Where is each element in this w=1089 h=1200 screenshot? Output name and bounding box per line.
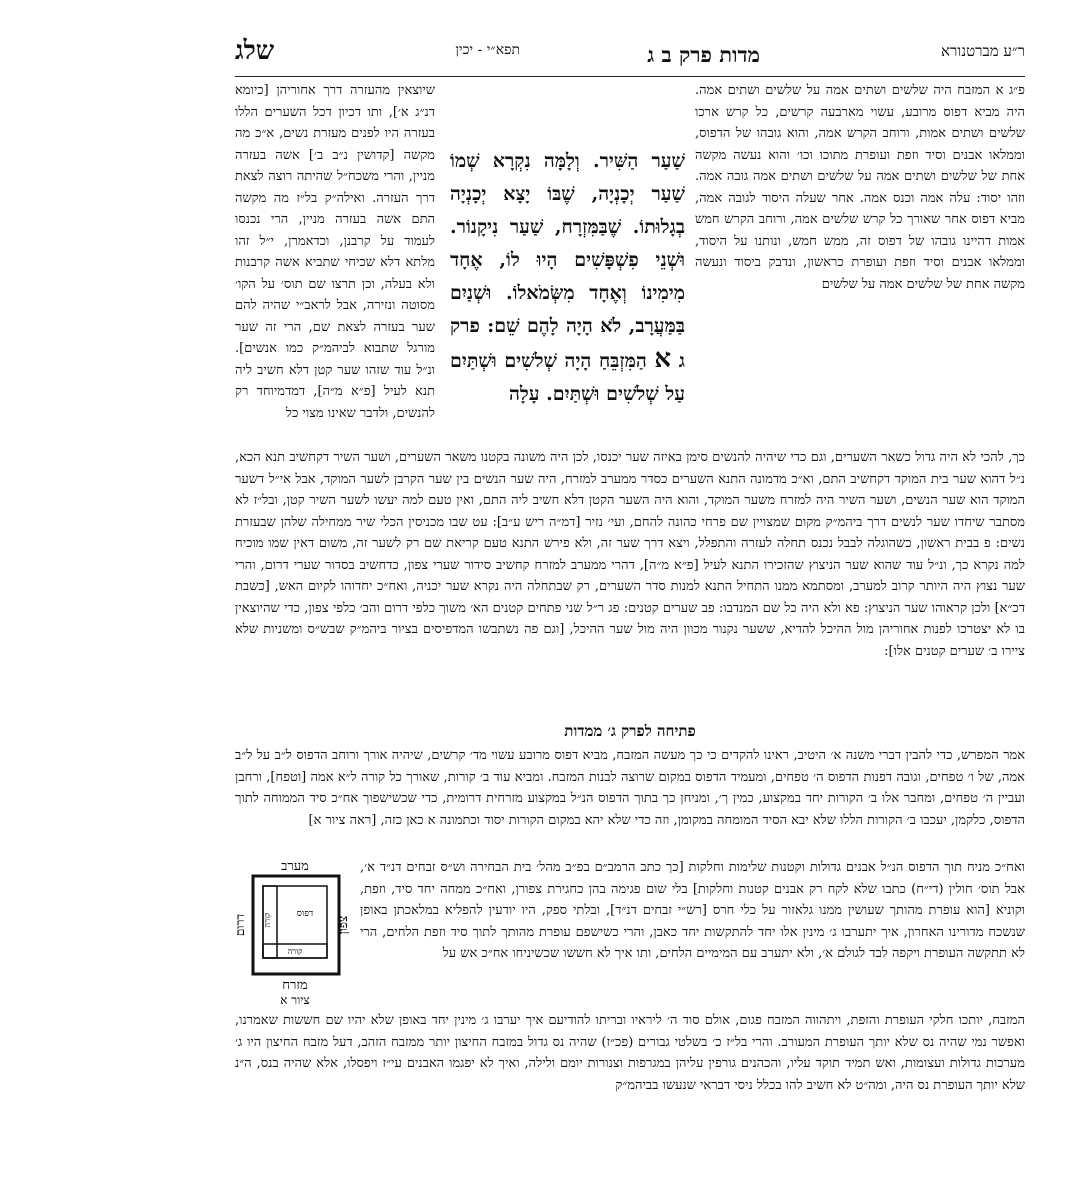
altar-diagram <box>235 858 355 1008</box>
bartenura-text: פ״ג א המזבח היה שלשים ושתים אמה על שלשים ושתים אמה. היה מביא דפוס מרובע, עשוי מארבעה קרשים, כל קרש ארכו שלשים ושתים אמות, ורוחב הקרש אמה, והוא גובהו של הדפוס, וממלאו אבנים וסיד וזפת ועופרת מתוכו וכו׳ והוא נעשה מקשה אחת של שלשים ושתים אמה על שלשים ושתים אמה גובה אמה. וזהו יסוד: עלה אמה וכנס אמה. אחר שעלה היסוד לגובה אמה, מביא דפוס אחר שאורך כל קרש שלשים אמה, ורוחב הקרש חמש אמות דהיינו גובהו של דפוס זה, ממש חמש, ונותנו על היסוד, וממלאו אבנים וסיד וזפת ועופרת כראשון, ונדבק ביסוד ונעשה מקשה אחת של שלשים אמה על שלשים <box>695 83 1025 292</box>
commentary-block-b <box>235 745 1025 855</box>
page-number: שלג <box>235 36 275 66</box>
diagram-label-north: צפון <box>336 915 350 935</box>
header-commentary-name: ר״ע מברטנורא <box>941 42 1025 60</box>
mishna-initial-letter: א <box>654 344 672 374</box>
commentary-a-text: כך, להכי לא היה גדול כשאר השערים, וגם כדי שיהיה להנשים סימן באיזה שער יכנסו, לכן היה משונה בקטנו משאר השערים, ושער השיר דקחשיב תנא הכא, נ״ל דהוא שער בית המוקד דקחשיב התם, וא״כ מדמונה התנא השערים כסדר ממערב למזרח, היה שער הנשים בין שער הקרבן לשער המוקד, אבל אי״ל דשער המוקד הוא שער הנשים, ושער השיר היה למזרח משער המוקד, והוא היה השער הקטן דלא חשיב ליה התם, ואין טעם למה יעשו לשער השיר קטן, ובל״ז לא מסתבר שיחדו שער לנשים דרך ביהמ״ק מקום שמצויין שם פרחי כהונה להחם, ועי׳ נזיר [דמ״ה ריש ע״ב]: עט שבו מכניסין הכלי שיר ממחילה שלהן שבעזרת נשים: פ בבית ראשון, כשהוגלה לבבל נכנס תחלה לעזרה והתפלל, ויצא דרך שער זה, ולא פירש התנא טעם קריאת שם רק לשער זה, משום דאין שמו מוכיח למה נקרא כך, ונ״ל עוד שהוא שער הניצוץ שהזכירו התנא לעיל [פ״א מ״ה], דהרי ממערב למזרח קחשיב סידור שערי צפון, כדחשיב בסדור שערי דרום, והרי שער נצוץ היה היותר קרוב למערב, ומסתמא ממנו התחיל התנא למנות סדר השערים, רק שבתחלה היה נקרא שער יכניה, ואח״כ יחדוהו לקיום האש, [כשבת דכ״א] ולכן קראוהו שער הניצוץ: פא ולא היה כל שם המנדבו: פב שערים קטנים: פג ר״ל שני פתחים קטנים הא׳ משוך כלפי דרום והב׳ כלפי צפון, כדי שהיוצאין בו לא יצטרכו לפנות אחוריהן מול ההיכל להדיא, ששער נקנור מכוון היה מול שער ההיכל, [וגם פה נשתבשו המדפיסים בציור ביהמ״ק שבש״ס ומשניות שלא ציירו ב׳ שערים קטנים אלו]: <box>235 450 1025 659</box>
diagram-label-west: מערב <box>281 859 309 874</box>
commentary-c-text: המזבח, יותכו חלקי העופרת והזפת, ויתהווה המזבח פגום, אולם סוד ה׳ ליראיו ובריתו להודיעם איך יערבו ג׳ מינין יחד באופן שלא יהיו שם חששות שאמרנו, ואפשר נמי שהיה נס שלא יותך העופרת המעורב. והרי בל״ז כ׳ בשלטי גבורים (פכ״ז) שהיה נס גדול במזבח החיצון יותר ממזבח הזהב, דעל מזבח החיצון היו ג׳ מערכות גדולות ועצומות, ואש תמיד תוקד עליו, והכהנים גורפין עליהן במגרפות וצנורות יומם ולילה, ואיך לא יפגמו האבנים עי״ז ויפסלו, אלא שהיה בנס, ה״נ שלא יותך העופרת נס היה, ומה״ט לא חשיב להו בכלל ניסי דבראי שנעשו בביהמ״ק <box>235 1013 1026 1093</box>
commentary-narrow-text: ואח״כ מניח תוך הדפוס הנ״ל אבנים גדולות וקטנות שלימות וחלקות [כך כתב הרמב״ם בפ״ב מהל׳ בית הבחירה וש״ס זבחים דנ״ד א׳, אבל תוס׳ חולין (די״ח) כתבו שלא לקח רק אבנים קטנות וחלקות] בלי שום פגימה בהן כחגירת צפורן, ואח״כ ממחה יחד סיד, וזפת, וקוניא [הוא עופרת מהותך שעושין ממנו גלאזור על כלי חרס [רש״י זבחים דנ״ד], ובלתי ספק, היו יודעין להפליא במלאכתן באופן שנשכח מדורינו האחרון, איך יתערבו ג׳ מינין אלו יחד להתקשות יחד כאבן, והרי כשישפם עופרת מהותך לתוך סיד וזפת הלחים, הרי לא תתקשה העופרת ויקפה לבד לגולם א׳, ולא יתערב עם המימיים הלחים, ותו איך לא חששו שכשיניחו אח״כ אש על <box>360 860 1025 961</box>
mishna-text <box>450 145 685 445</box>
perek-label: פרק ג <box>450 315 685 372</box>
header-tractate-title: מדות פרק ב ג <box>647 42 760 67</box>
yachin-text: שיוצאין מהעזרה דרך אחוריהן [כיומא דנ״ג א׳], ותו דכיון דכל השערים הללו בעזרה היו לפנים מעזרת נשים, א״כ מה מקשה [קדושין נ״ב ב׳] אשה בעזרה מניין, והרי משכח״ל שהיתה רוצה לצאת דרך העזרה. ואילה״ק בל״ז מה מקשה התם אשה בעזרה מניין, הרי נכנסו לעמוד על קרבנן, וכדאמרן, י״ל זהו מלתא דלא שכיחי שתביא אשה קרבנות ולא בעלה, וכן תרצו שם תוס׳ על הקו׳ מסוטה ונזירה, אבל לראב״י שהיה להם שער בעזרה לצאת שם, הרי זה שער מורגל שתבוא לביהמ״ק כמו אנשים]. ונ״ל עוד שזהו שער קטן דלא חשיב ליה תנא לעיל [פ״א מ״ה], דמדמיוחד רק להנשים, ולדבר שאינו מצוי כל <box>235 83 435 421</box>
diagram-beam-vertical-label: קורה <box>263 912 272 928</box>
commentary-block-a <box>235 447 1025 715</box>
diagram-inner-label: דפוס <box>296 909 314 919</box>
diagram-label-south: דרום <box>233 913 247 937</box>
altar-diagram-svg <box>235 858 355 1008</box>
page-header <box>235 36 1025 76</box>
commentary-b-text: אמר המפרש, כדי להבין דברי משנה א׳ היטיב, ראינו להקדים כי כך מעשה המזבח, מביא דפוס מרובע עשוי מד׳ קרשים, שיהיה אורך ורוחב הדפוס ל״ב על ל״ב אמה, של ו׳ טפחים, וגובה דפנות הדפוס ה׳ טפחים, ומעמיד הדפוס במקום שרוצה לבנות המזבח. ומביא עוד ב׳ קורות, שאורך כל קורה ל״א אמה [וטפח], ורחבן ועביין ה׳ טפחים, ומחבר אלו ב׳ הקורות יחד במקצוע, כמין ך׳, ומניחן כך בתוך הדפוס הנ״ל במקצוע מזרחית דרומית, כדי שכשישפוך אח״כ סיד הממוחה לתוך הדפוס, כלקמן, יעכבו ב׳ הקורות הללו שלא יבא הסיד המומחה במקומן, וזה כדי שלא יהא במקום הקורות יסוד וכתמונה א כאן כזה, [ראה ציור א] <box>235 748 1025 828</box>
bartenura-column <box>695 80 1025 445</box>
yachin-column <box>235 80 435 445</box>
commentary-block-c <box>235 1010 1025 1135</box>
diagram-beam-horizontal-label: קורה <box>287 947 303 956</box>
header-rule <box>235 76 1025 77</box>
section-title: פתיחה לפרק ג׳ ממדות <box>564 722 696 740</box>
mishna-part-2: הַמִּזְבֵּחַ הָיָה שְׁלשִׁים וּשְׁתַּיִם עַל שְׁלשִׁים וּשְׁתַּיִם. עָלָה <box>450 350 685 405</box>
commentary-block-narrow <box>360 857 1025 1009</box>
diagram-caption: ציור א <box>280 993 310 1007</box>
diagram-label-east: מזרח <box>282 978 308 993</box>
header-commentary-yachin: תפא״י - יכין <box>455 42 520 58</box>
mishna-part-1: שַׁעַר הַשִּׁיר. וְלָמָּה נִקְרָא שְׁמוֹ שַׁעַר יְכָנְיָה, שֶׁבּוֹ יָצָא יְכָנְיָה בְגָלוּתוֹ. שֶׁבַּמִּזְרָח, שַׁעַר נִיקָנוֹר. וּשְׁנֵי פִשְׁפָּשִׁים הָיוּ לוֹ, אֶחָד מִימִינוֹ וְאֶחָד מִשְּׂמֹאלוֹ. וּשְׁנַיִם בַּמַּעֲרָב, לֹא הָיָה לָהֶם שֵׁם: <box>450 150 685 337</box>
